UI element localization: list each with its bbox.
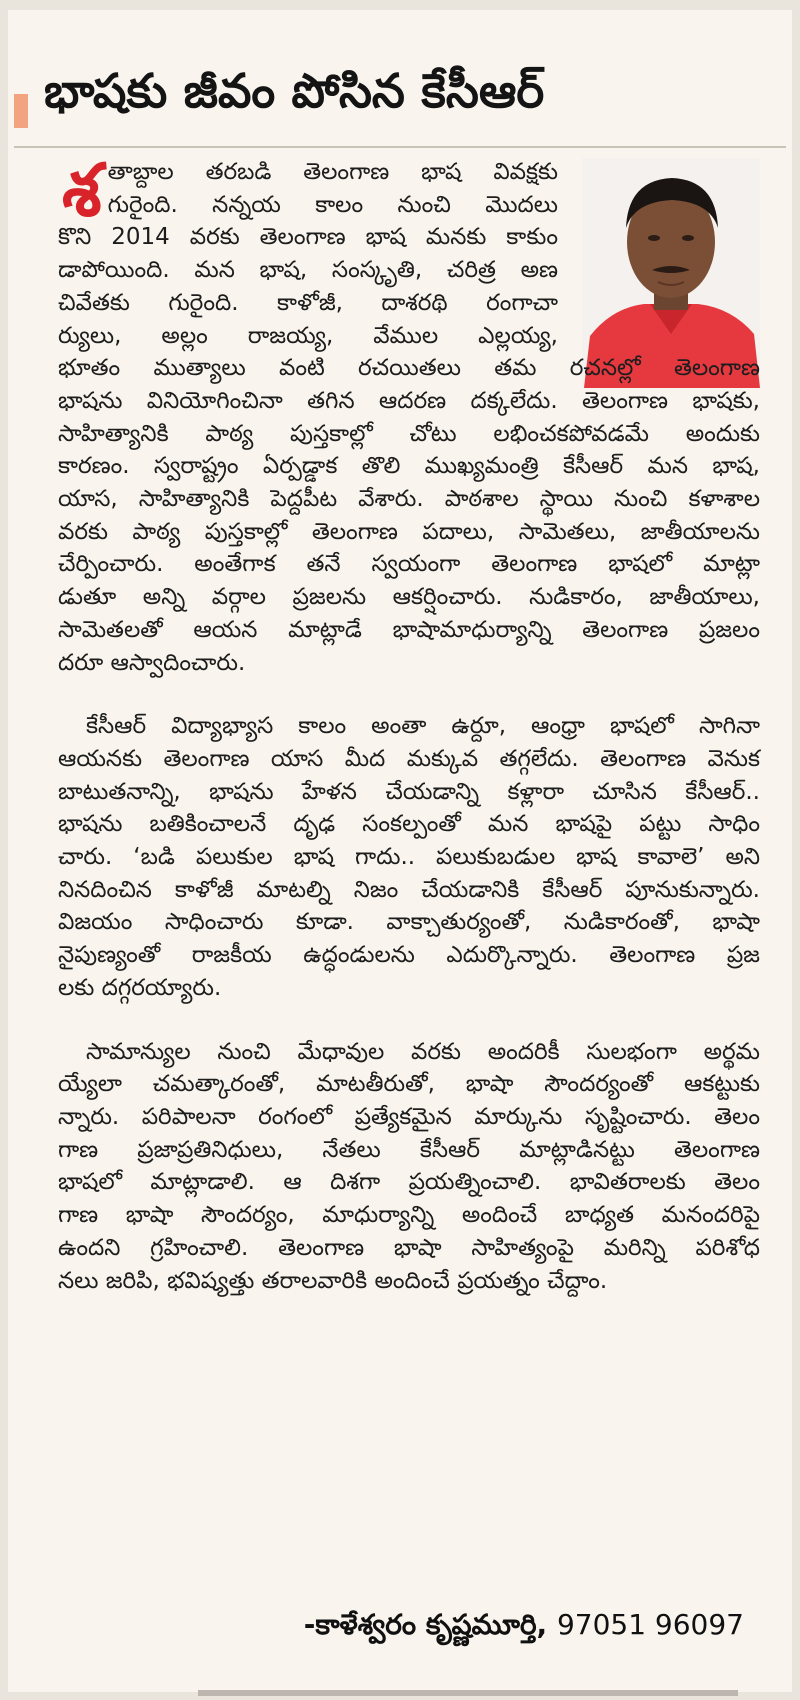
headline: భాషకు జీవం పోసిన కేసీఆర్: [44, 64, 545, 119]
body-line: నలు జరిపి, భవిష్యత్తు తరాలవారికి అందించే ప్రయత్నం చేద్దాం.: [58, 1267, 608, 1294]
body-line: డాపోయింది. మన భాష, సంస్కృతి, చరిత్ర అణ: [58, 257, 558, 284]
headline-marker: [14, 94, 28, 128]
body-line: యాస, సాహిత్యానికి పెద్దపీట వేశారు. పాఠశాల స్థాయి నుంచి కళాశాల: [58, 486, 760, 513]
body-line: వరకు పాఠ్య పుస్తకాల్లో తెలంగాణ పదాలు, సామెతలు, జాతీయాలను: [58, 518, 760, 545]
body-line-text: కేసీఆర్ విద్యాభ్యాస కాలం అంతా ఉర్దూ, ఆంధ్రా భాషలో సాగినా: [86, 713, 760, 740]
author-phone: 97051 96097: [556, 1608, 744, 1641]
body-line: గాణ భాషా సౌందర్యం, మాధుర్యాన్ని అందించే బాధ్యత మనందరిపై: [58, 1202, 760, 1229]
body-line: నినదించిన కాళోజీ మాటల్ని నిజం చేయడానికి కేసీఆర్ పూనుకున్నారు.: [58, 876, 760, 903]
body-line: సామెతలతో ఆయన మాట్లాడే భాషామాధుర్యాన్ని తెలంగాణ ప్రజలం: [58, 616, 760, 643]
body-line: భూతం ముత్యాలు వంటి రచయితలు తమ రచనల్లో తెలంగాణ: [58, 355, 760, 382]
article-body: [58, 148, 760, 1297]
author-name: -కాళేశ్వరం కృష్ణమూర్తి,: [303, 1608, 548, 1641]
body-line: న్నారు. పరిపాలనా రంగంలో ప్రత్యేకమైన మార్కును సృష్టించారు. తెలం: [58, 1103, 760, 1130]
body-line: దరూ ఆస్వాదించారు.: [58, 649, 246, 676]
body-line-text: సామాన్యుల నుంచి మేధావుల వరకు అందరికీ సులభంగా అర్థమ: [86, 1038, 760, 1065]
body-line: గురైంది. నన్నయ కాలం నుంచి మొదలు: [107, 191, 558, 218]
body-line: [58, 1036, 760, 1069]
body-line: భాషను బతికించాలనే దృఢ సంకల్పంతో మన భాషపై పట్టు సాధిం: [58, 811, 760, 838]
body-line: చారు. ‘బడి పలుకుల భాష గాదు.. పలుకుబడుల భాష కావాలె’ అని: [58, 844, 760, 871]
body-line: ఉందని గ్రహించాలి. తెలంగాణ భాషా సాహిత్యంపై మరిన్ని పరిశోధ: [58, 1234, 760, 1261]
body-line: [58, 710, 760, 743]
body-line: ఆయనకు తెలంగాణ యాస మీద మక్కువ తగ్గలేదు. తెలంగాణ వెనుక: [58, 745, 760, 772]
body-line: చేర్పించారు. అంతేగాక తనే స్వయంగా తెలంగాణ భాషలో మాట్లా: [58, 551, 760, 578]
body-line: ర్యులు, అల్లం రాజయ్య, వేముల ఎల్లయ్య,: [58, 322, 558, 349]
body-line: భాషలో మాట్లాడాలి. ఆ దిశగా ప్రయత్నించాలి. భావితరాలకు తెలం: [58, 1169, 760, 1196]
drop-cap: శ: [62, 148, 102, 232]
headline-rule: [14, 146, 786, 148]
newspaper-clipping: [8, 10, 792, 1692]
bottom-rule: [198, 1690, 738, 1696]
body-line: గాణ ప్రజాప్రతినిధులు, నేతలు కేసీఆర్ మాట్లాడినట్టు తెలంగాణ: [58, 1136, 760, 1163]
body-line: చివేతకు గురైంది. కాళోజీ, దాశరథి రంగాచా: [58, 289, 558, 316]
body-line: నైపుణ్యంతో రాజకీయ ఉద్ధండులను ఎదుర్కొన్నారు. తెలంగాణ ప్రజ: [58, 942, 760, 969]
body-line: డుతూ అన్ని వర్గాల ప్రజలను ఆకర్షించారు. నుడికారం, జాతీయాలు,: [58, 584, 760, 611]
body-line: కారణం. స్వరాష్ట్రం ఏర్పడ్డాక తొలి ముఖ్యమంత్రి కేసీఆర్ మన భాష,: [58, 453, 760, 480]
body-line: భాషను వినియోగించినా తగిన ఆదరణ దక్కలేదు. తెలంగాణ భాషకు,: [58, 387, 760, 414]
body-line: కొని 2014 వరకు తెలంగాణ భాష మనకు కాకుం: [58, 224, 558, 251]
body-line: బాటుతనాన్ని, భాషను హేళన చేయడాన్ని కళ్లారా చూసిన కేసీఆర్..: [58, 778, 760, 805]
author-byline: [304, 1608, 744, 1648]
body-line: య్యేలా చమత్కారంతో, మాటతీరుతో, భాషా సౌందర్యంతో ఆకట్టుకు: [58, 1071, 760, 1098]
body-line: తాబ్దాల తరబడి తెలంగాణ భాష వివక్షకు: [107, 159, 558, 185]
body-line: లకు దగ్గరయ్యారు.: [58, 974, 222, 1001]
body-line: విజయం సాధించారు కూడా. వాక్చాతుర్యంతో, నుడికారంతో, భాషా: [58, 909, 760, 936]
body-line: సాహిత్యానికి పాఠ్య పుస్తకాల్లో చోటు లభించకపోవడమే అందుకు: [58, 420, 760, 447]
